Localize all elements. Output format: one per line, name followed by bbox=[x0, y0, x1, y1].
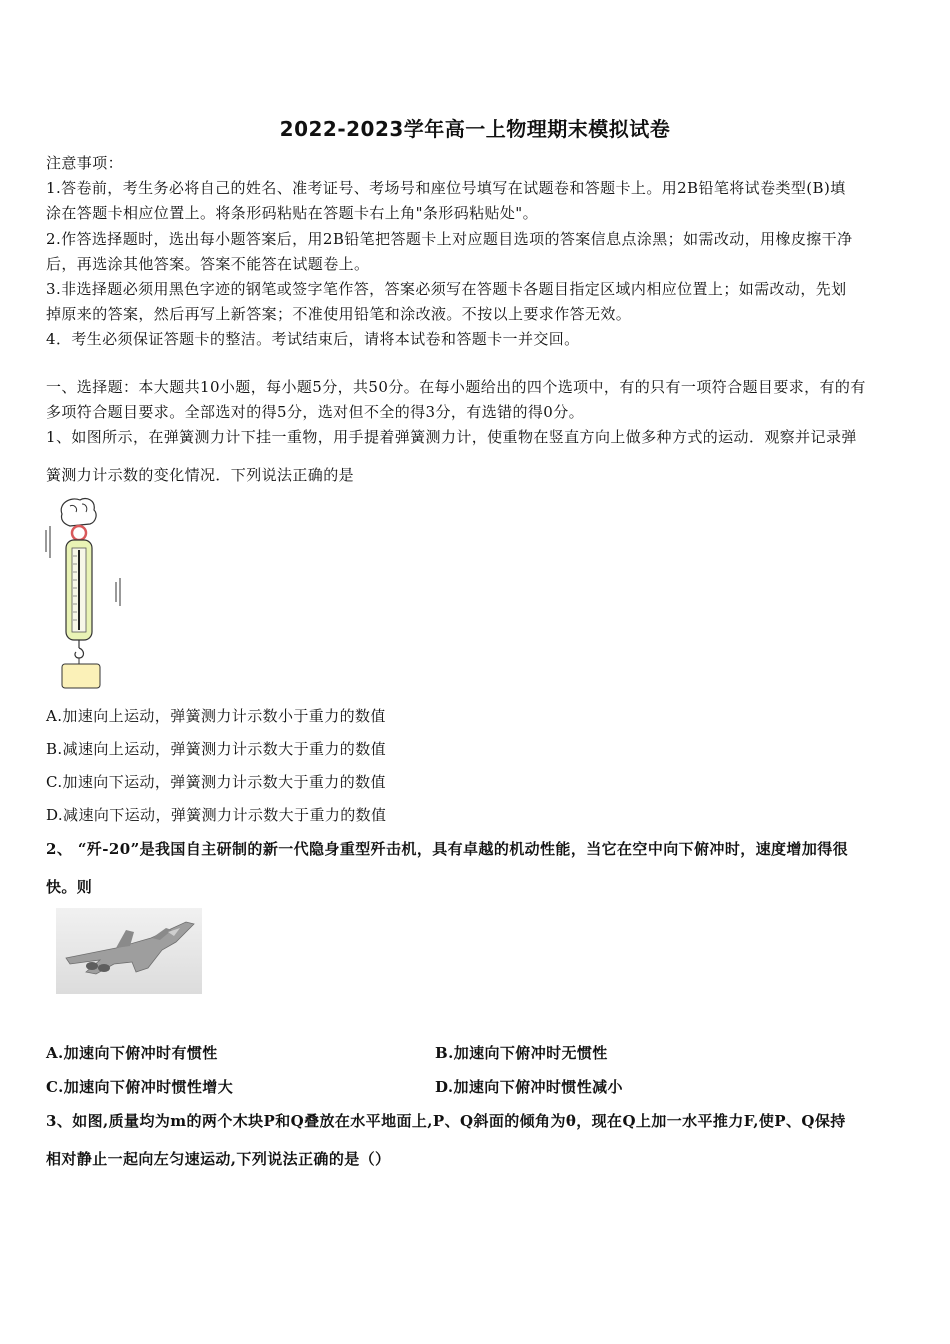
page-title: 2022-2023学年高一上物理期末模拟试卷 bbox=[279, 117, 671, 141]
option-a: A.加速向下俯冲时有惯性 bbox=[46, 1044, 218, 1062]
section-heading-line: 一、选择题：本大题共10小题，每小题5分，共50分。在每小题给出的四个选项中，有的只有一项符合题目要求，有的有 bbox=[46, 378, 866, 396]
notice-line: 涂在答题卡相应位置上。将条形码粘贴在答题卡右上角"条形码粘贴处"。 bbox=[46, 204, 539, 222]
question-2-text: 2、 “歼-20”是我国自主研制的新一代隐身重型歼击机，具有卓越的机动性能，当它在空中向下俯冲时，速度增加得很 bbox=[46, 840, 849, 858]
option-d: D.加速向下俯冲时惯性减小 bbox=[435, 1078, 623, 1096]
notice-line: 2.作答选择题时，选出每小题答案后，用2B铅笔把答题卡上对应题目选项的答案信息点涂黑；如需改动，用橡皮擦干净 bbox=[46, 230, 853, 248]
option-c: C.加速向下运动，弹簧测力计示数大于重力的数值 bbox=[46, 773, 386, 791]
question-2-text: 快。则 bbox=[46, 878, 93, 896]
question-3-text: 相对静止一起向左匀速运动,下列说法正确的是（） bbox=[46, 1150, 391, 1168]
question-1-text: 簧测力计示数的变化情况．下列说法正确的是 bbox=[46, 466, 355, 484]
notice-line: 后，再选涂其他答案。答案不能答在试题卷上。 bbox=[46, 255, 370, 273]
notice-line: 4．考生必须保证答题卡的整洁。考试结束后，请将本试卷和答题卡一并交回。 bbox=[46, 330, 580, 348]
question-3-text: 3、如图,质量均为m的两个木块P和Q叠放在水平地面上,P、Q斜面的倾角为θ，现在Q上加一水平推力F,使P、Q保持 bbox=[46, 1112, 846, 1130]
option-a: A.加速向上运动，弹簧测力计示数小于重力的数值 bbox=[46, 707, 386, 725]
notice-line: 掉原来的答案，然后再写上新答案；不准使用铅笔和涂改液。不按以上要求作答无效。 bbox=[46, 305, 632, 323]
notice-line: 3.非选择题必须用黑色字迹的钢笔或签字笔作答，答案必须写在答题卡各题目指定区域内相应位置上；如需改动，先划 bbox=[46, 280, 847, 298]
section-heading-line: 多项符合题目要求。全部选对的得5分，选对但不全的得3分，有选错的得0分。 bbox=[46, 403, 585, 421]
option-b: B.加速向下俯冲时无惯性 bbox=[435, 1044, 608, 1062]
notice-heading: 注意事项： bbox=[46, 154, 124, 172]
option-b: B.减速向上运动，弹簧测力计示数大于重力的数值 bbox=[46, 740, 386, 758]
notice-line: 1.答卷前，考生务必将自己的姓名、准考证号、考场号和座位号填写在试题卷和答题卡上。用2B铅笔将试卷类型(B)填 bbox=[46, 179, 846, 197]
spring-scale-figure bbox=[40, 492, 130, 692]
option-d: D.减速向下运动，弹簧测力计示数大于重力的数值 bbox=[46, 806, 387, 824]
question-1-text: 1、如图所示，在弹簧测力计下挂一重物，用手提着弹簧测力计，使重物在竖直方向上做多种方式的运动．观察并记录弹 bbox=[46, 428, 857, 446]
option-c: C.加速向下俯冲时惯性增大 bbox=[46, 1078, 234, 1096]
fighter-jet-image bbox=[56, 908, 202, 994]
